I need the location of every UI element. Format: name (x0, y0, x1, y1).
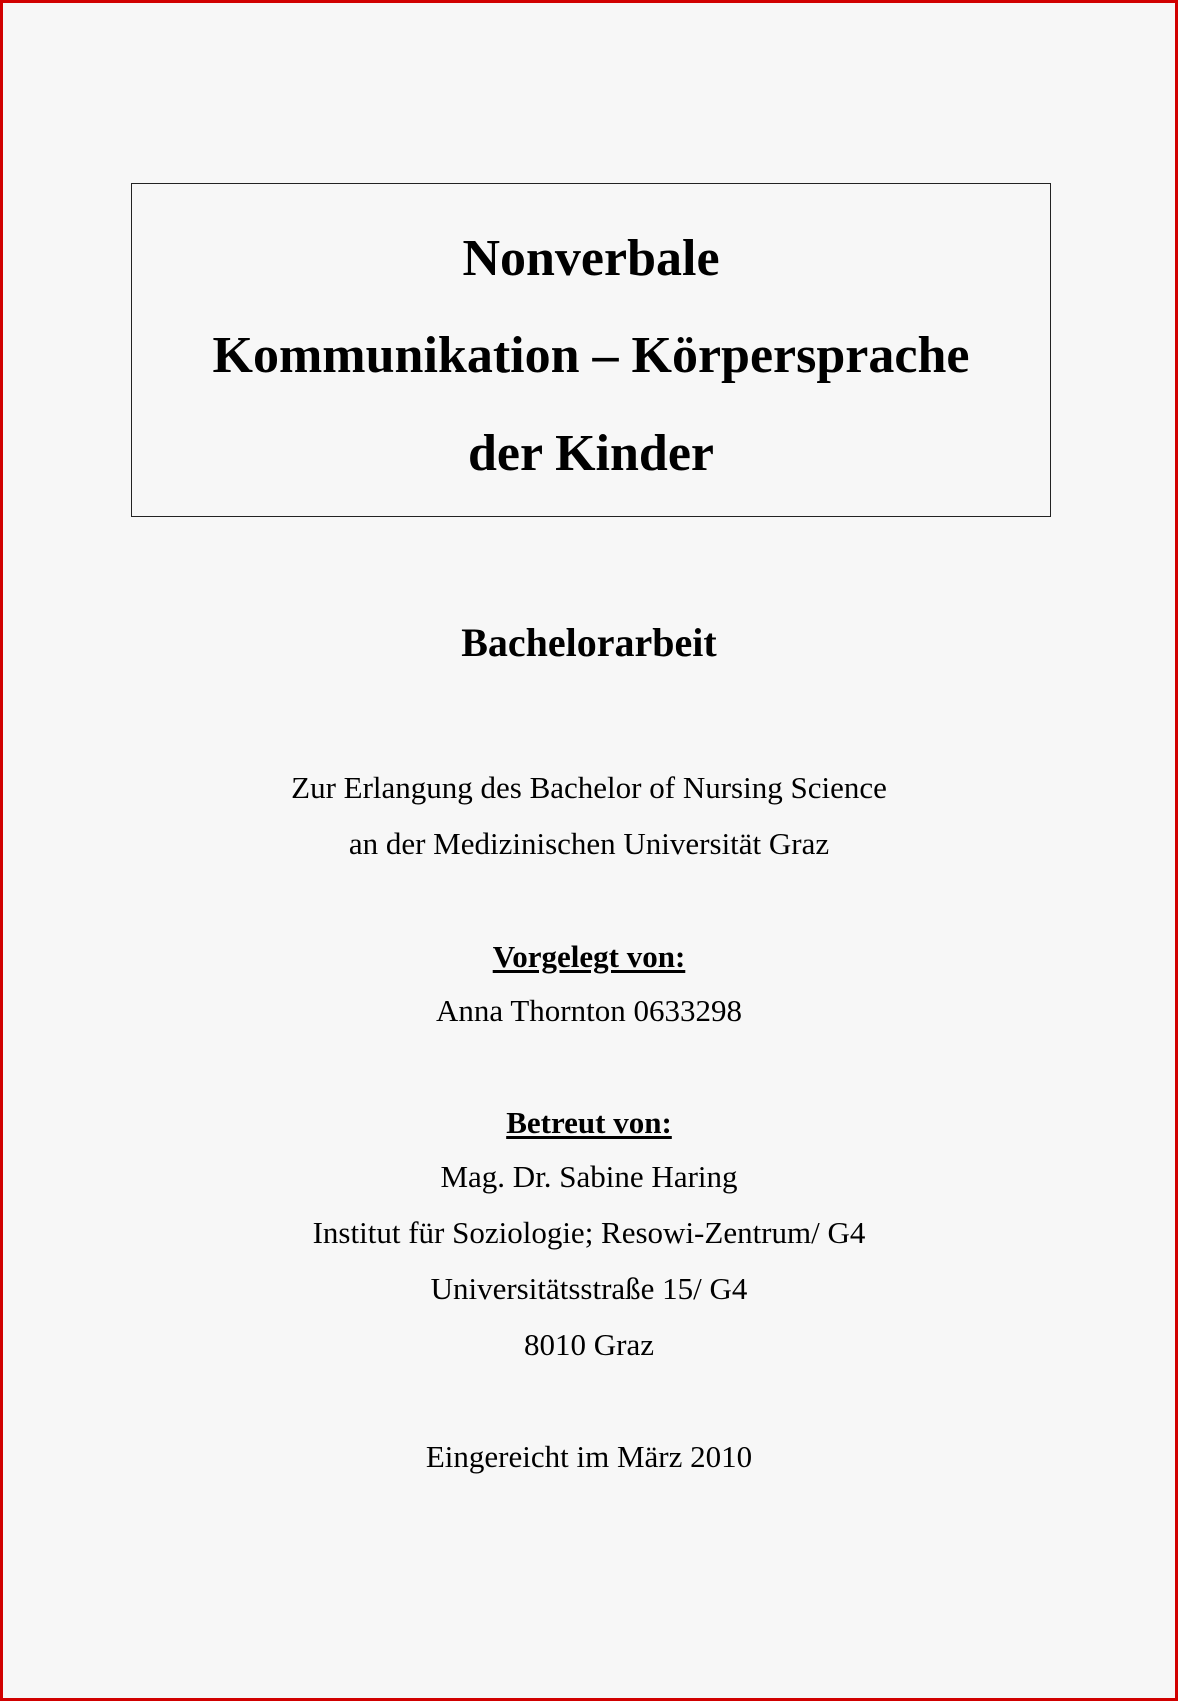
title-line-2: Kommunikation – Körpersprache (212, 327, 970, 384)
submitted-by-heading: Vorgelegt von: (492, 939, 686, 974)
purpose-line-1: Zur Erlangung des Bachelor of Nursing Science (291, 770, 887, 805)
title-line-3: der Kinder (467, 425, 715, 482)
supervisor-street: Universitätsstraße 15/ G4 (430, 1271, 748, 1306)
supervisor-city: 8010 Graz (524, 1327, 654, 1362)
supervisor-institute: Institut für Soziologie; Resowi-Zentrum/ G4 (312, 1215, 866, 1250)
supervisor-name: Mag. Dr. Sabine Haring (440, 1159, 738, 1194)
submission-date: Eingereicht im März 2010 (425, 1439, 753, 1474)
title-box (131, 183, 1051, 517)
document-type: Bachelorarbeit (461, 620, 717, 665)
supervised-by-heading: Betreut von: (506, 1105, 672, 1140)
title-line-1: Nonverbale (462, 230, 720, 287)
author-name: Anna Thornton 0633298 (436, 993, 742, 1028)
purpose-line-2: an der Medizinischen Universität Graz (348, 826, 830, 861)
